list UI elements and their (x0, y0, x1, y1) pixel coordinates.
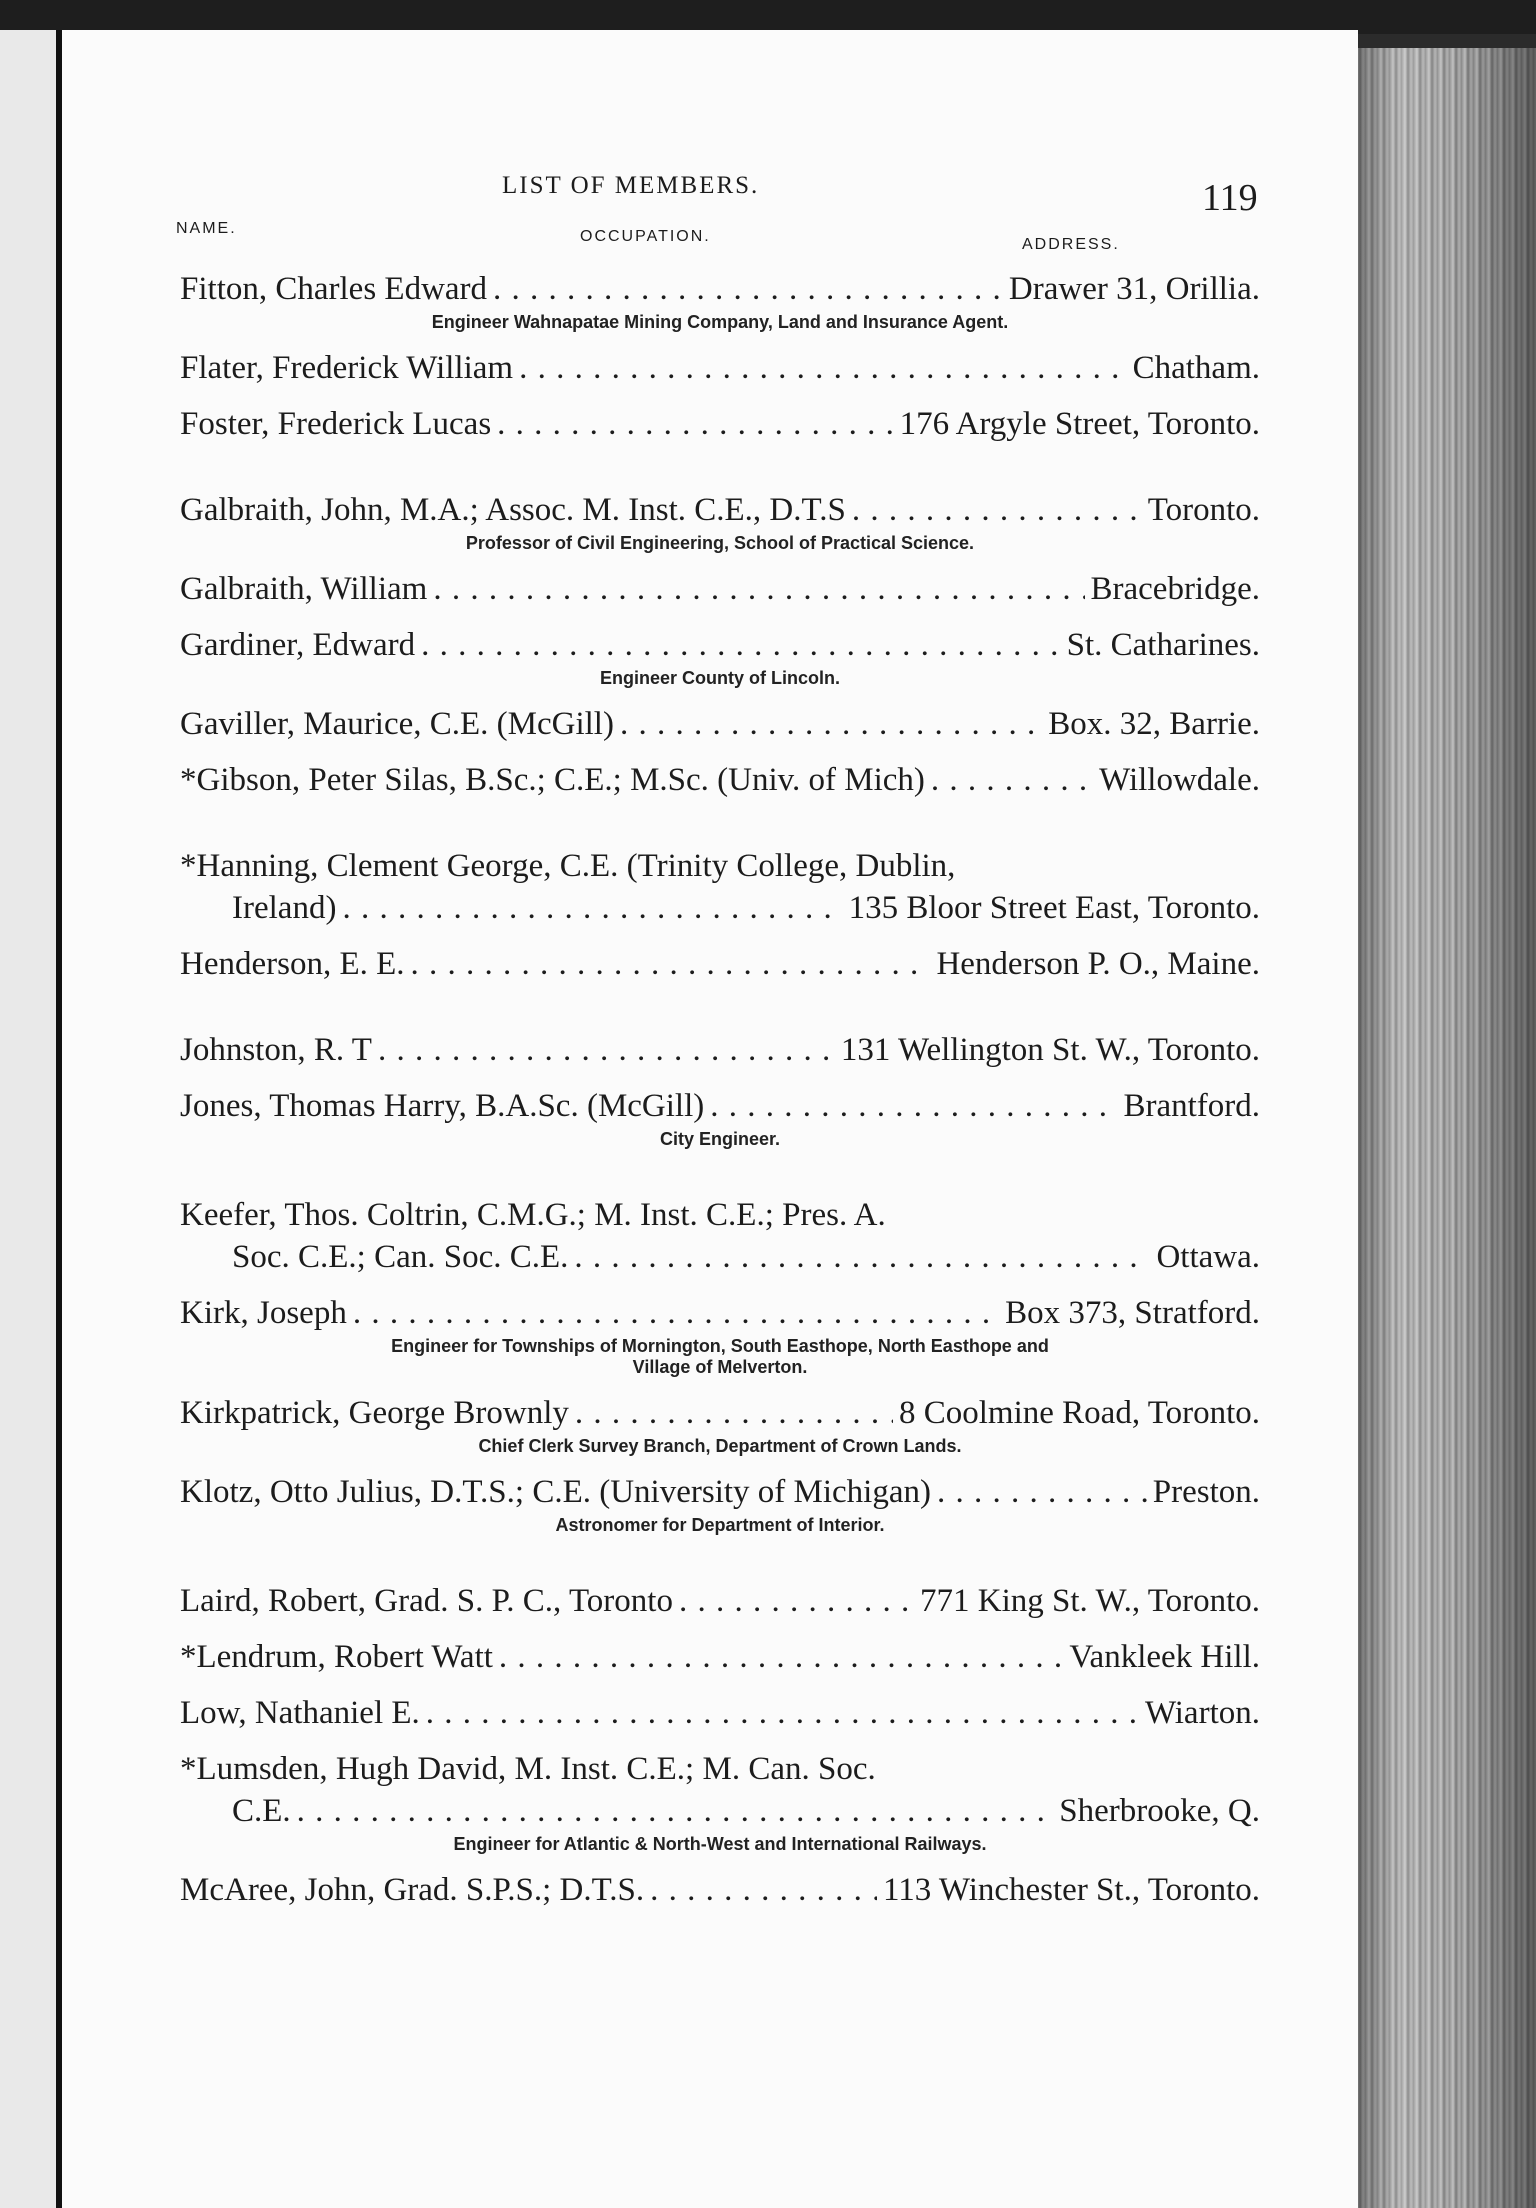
member-name: Flater, Frederick William (180, 350, 514, 386)
member-name-continued: Ireland) (232, 890, 337, 926)
member-occupation: Chief Clerk Survey Branch, Department of Crown Lands. (478, 1436, 962, 1456)
member-entry (180, 703, 1260, 745)
member-entry (180, 1194, 1260, 1278)
member-address: Henderson P. O., Maine. (936, 946, 1260, 982)
member-name: Johnston, R. T (180, 1032, 372, 1068)
member-entry (180, 624, 1260, 689)
member-name: Gardiner, Edward (180, 627, 416, 663)
facing-page-edge (0, 30, 63, 2208)
member-name: Fitton, Charles Edward (180, 271, 488, 307)
member-entry (180, 403, 1260, 445)
member-address: Brantford. (1123, 1088, 1260, 1124)
member-occupation: Astronomer for Department of Interior. (555, 1515, 885, 1535)
member-occupation: Engineer for Atlantic & North-West and International Railways. (453, 1834, 987, 1854)
member-entry (180, 1636, 1260, 1678)
member-name: Galbraith, William (180, 571, 428, 607)
member-occupation: Engineer County of Lincoln. (600, 668, 840, 688)
member-address: 176 Argyle Street, Toronto. (899, 406, 1260, 442)
member-name: Henderson, E. E. (180, 946, 405, 982)
member-occupation: Engineer for Townships of Mornington, South Easthope, North Easthope and (391, 1336, 1049, 1356)
member-address: Ottawa. (1156, 1239, 1260, 1275)
member-address: 113 Winchester St., Toronto. (882, 1872, 1260, 1908)
member-occupation: City Engineer. (659, 1129, 781, 1149)
member-entry (180, 489, 1260, 554)
member-name-continued: Soc. C.E.; Can. Soc. C.E. (232, 1239, 569, 1275)
member-address: Sherbrooke, Q. (1059, 1793, 1260, 1829)
column-header-name: NAME. (176, 220, 237, 237)
book-page (62, 30, 1358, 2208)
member-address: Box 373, Stratford. (1005, 1295, 1260, 1331)
member-occupation: Engineer Wahnapatae Mining Company, Land and Insurance Agent. (431, 312, 1009, 332)
member-name: Foster, Frederick Lucas (180, 406, 492, 442)
column-header-address: ADDRESS. (1022, 236, 1120, 253)
member-entry (180, 1748, 1260, 1855)
member-address: Preston. (1152, 1474, 1260, 1510)
member-name: Kirkpatrick, George Brownly (180, 1395, 569, 1431)
member-name: Kirk, Joseph (180, 1295, 347, 1331)
member-entry (180, 268, 1260, 333)
column-header-occupation: OCCUPATION. (580, 228, 711, 245)
member-name: Gaviller, Maurice, C.E. (McGill) (180, 706, 614, 742)
member-entry (180, 347, 1260, 389)
member-entry (180, 1292, 1260, 1378)
member-address: Bracebridge. (1090, 571, 1260, 607)
member-entry (180, 1085, 1260, 1150)
member-entry (180, 1392, 1260, 1457)
member-entry (180, 845, 1260, 929)
member-name: *Gibson, Peter Silas, B.Sc.; C.E.; M.Sc. (Univ. of Mich) (180, 762, 925, 798)
member-entry (180, 1869, 1260, 1911)
member-address: Drawer 31, Orillia. (1008, 271, 1260, 307)
member-entry (180, 1692, 1260, 1734)
member-address: 135 Bloor Street East, Toronto. (848, 890, 1260, 926)
member-name: *Hanning, Clement George, C.E. (Trinity College, Dublin, (180, 848, 956, 884)
member-name: Galbraith, John, M.A.; Assoc. M. Inst. C.E., D.T.S (180, 492, 846, 528)
member-name: Jones, Thomas Harry, B.A.Sc. (McGill) (180, 1088, 705, 1124)
member-occupation: Professor of Civil Engineering, School of Practical Science. (465, 533, 975, 553)
member-list (180, 268, 1260, 1911)
member-entry (180, 1580, 1260, 1622)
member-entry (180, 1471, 1260, 1536)
member-address: Chatham. (1132, 350, 1260, 386)
member-name: *Lumsden, Hugh David, M. Inst. C.E.; M. Can. Soc. (180, 1751, 876, 1787)
member-entry (180, 943, 1260, 985)
running-header: LIST OF MEMBERS. (502, 172, 760, 199)
book-fore-edge (1354, 48, 1536, 2208)
member-address: 771 King St. W., Toronto. (920, 1583, 1260, 1619)
member-name-continued: C.E. (232, 1793, 291, 1829)
scan-top-band (0, 0, 1536, 34)
member-entry (180, 568, 1260, 610)
member-address: 131 Wellington St. W., Toronto. (840, 1032, 1260, 1068)
member-name: *Lendrum, Robert Watt (180, 1639, 493, 1675)
member-name: Low, Nathaniel E. (180, 1695, 420, 1731)
member-name: Klotz, Otto Julius, D.T.S.; C.E. (University of Michigan) (180, 1474, 931, 1510)
member-address: 8 Coolmine Road, Toronto. (899, 1395, 1260, 1431)
member-name: Laird, Robert, Grad. S. P. C., Toronto (180, 1583, 673, 1619)
member-entry (180, 1029, 1260, 1071)
member-address: Box. 32, Barrie. (1048, 706, 1260, 742)
member-name: McAree, John, Grad. S.P.S.; D.T.S. (180, 1872, 645, 1908)
member-entry (180, 759, 1260, 801)
member-address: St. Catharines. (1066, 627, 1260, 663)
page-number: 119 (1202, 177, 1258, 219)
member-address: Wiarton. (1144, 1695, 1260, 1731)
member-address: Vankleek Hill. (1069, 1639, 1260, 1675)
member-occupation-continued: Village of Melverton. (632, 1357, 808, 1377)
member-address: Willowdale. (1099, 762, 1260, 798)
member-address: Toronto. (1147, 492, 1260, 528)
member-name: Keefer, Thos. Coltrin, C.M.G.; M. Inst. C.E.; Pres. A. (180, 1197, 886, 1233)
